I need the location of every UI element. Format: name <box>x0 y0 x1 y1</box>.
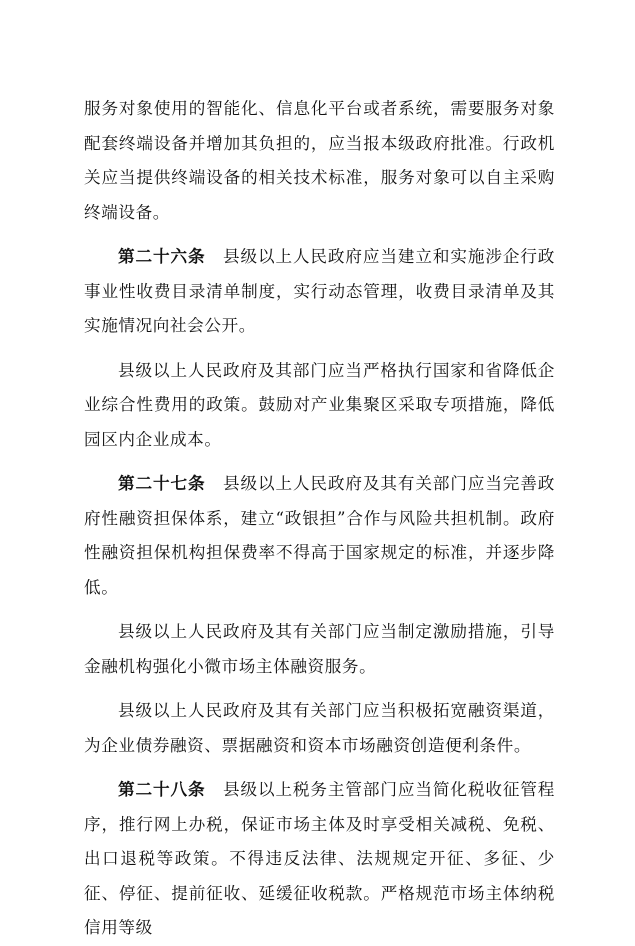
paragraph-text: 县级以上人民政府及其有关部门应当积极拓宽融资渠道，为企业债券融资、票据融资和资本市场融资创造便利条件。 <box>84 701 555 755</box>
article-number: 第二十八条 <box>118 780 206 799</box>
paragraph-text: 服务对象使用的智能化、信息化平台或者系统，需要服务对象配套终端设备并增加其负担的，应当报本级政府批准。行政机关应当提供终端设备的相关技术标准，服务对象可以自主采购终端设备。 <box>84 99 555 222</box>
paragraph-text: 县级以上人民政府应当建立和实施涉企行政事业性收费目录清单制度，实行动态管理，收费目录清单及其实施情况向社会公开。 <box>84 247 556 335</box>
paragraph-article-27 <box>84 467 555 605</box>
paragraph-article-28 <box>84 773 555 946</box>
paragraph-text: 县级以上人民政府及其部门应当严格执行国家和省降低企业综合性费用的政策。鼓励对产业集聚区采取专项措施，降低园区内企业成本。 <box>84 360 555 449</box>
article-number: 第二十六条 <box>118 247 206 266</box>
paragraph-text: 县级以上税务主管部门应当简化税收征管程序，推行网上办税，保证市场主体及时享受相关减税、免税、出口退税等政策。不得违反法律、法规规定开征、多征、少征、停征、提前征收、延缓征收税款。严格规范市场主体纳税信用等级 <box>84 780 556 937</box>
paragraph-continuation <box>84 92 555 230</box>
paragraph-article-27-clause-2 <box>84 615 555 684</box>
paragraph-text: 县级以上人民政府及其有关部门应当完善政府性融资担保体系，建立“政银担”合作与风险共担机制。政府性融资担保机构担保费率不得高于国家规定的标准，并逐步降低。 <box>84 474 556 597</box>
paragraph-article-26-clause-2 <box>84 354 555 458</box>
paragraph-article-27-clause-3 <box>84 694 555 763</box>
article-number: 第二十七条 <box>118 474 206 493</box>
paragraph-text: 县级以上人民政府及其有关部门应当制定激励措施，引导金融机构强化小微市场主体融资服务。 <box>84 622 555 676</box>
paragraph-article-26 <box>84 240 555 344</box>
document-body <box>84 92 555 946</box>
